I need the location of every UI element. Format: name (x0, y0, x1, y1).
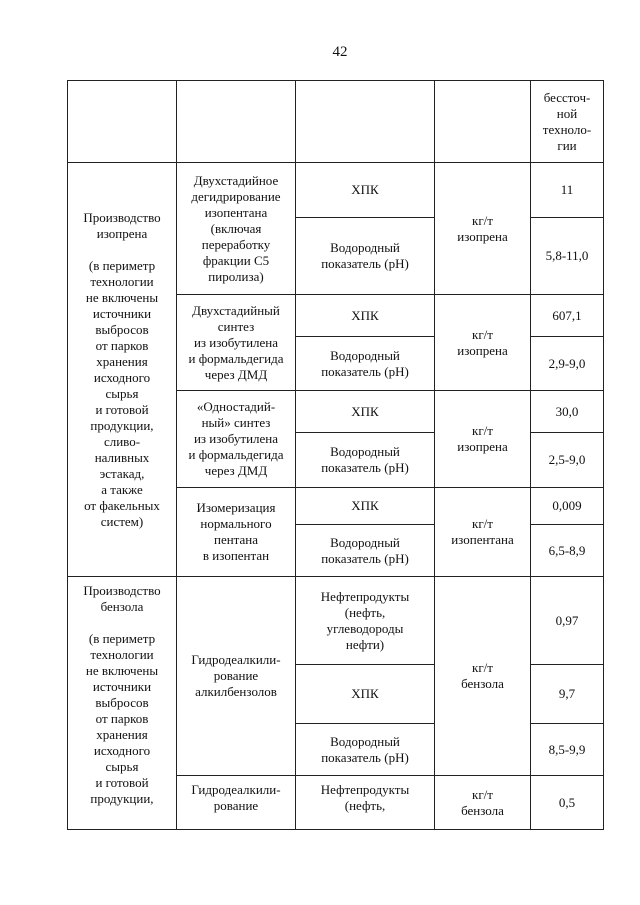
value-cell: 0,009 (531, 488, 604, 525)
indicator-cell: ХПК (296, 295, 435, 337)
page-number: 42 (332, 44, 348, 60)
indicator-cell: Водородный показатель (рН) (296, 525, 435, 577)
unit-cell: кг/т изопрена (435, 295, 531, 391)
value-cell: 0,5 (531, 776, 604, 830)
technology-cell: Изомеризация нормального пентана в изопентан (177, 488, 296, 577)
header-cell-indicator (296, 81, 435, 163)
indicator-cell: ХПК (296, 488, 435, 525)
value-cell: 8,5-9,9 (531, 724, 604, 776)
indicator-cell: Нефтепродукты (нефть, (296, 776, 435, 830)
indicator-cell: Водородный показатель (рН) (296, 218, 435, 295)
unit-cell: кг/т бензола (435, 776, 531, 830)
value-cell: 0,97 (531, 577, 604, 665)
indicator-cell: Водородный показатель (рН) (296, 433, 435, 488)
unit-cell: кг/т бензола (435, 577, 531, 776)
value-cell: 2,5-9,0 (531, 433, 604, 488)
value-cell: 2,9-9,0 (531, 337, 604, 391)
technology-cell: Двухстадийное дегидрирование изопентана (включая переработку фракции С5 пиролиза) (177, 163, 296, 295)
value-cell: 607,1 (531, 295, 604, 337)
indicator-cell: ХПК (296, 391, 435, 433)
emissions-table (67, 80, 604, 830)
value-cell: 30,0 (531, 391, 604, 433)
value-cell: 11 (531, 163, 604, 218)
unit-cell: кг/т изопентана (435, 488, 531, 577)
indicator-cell: Нефтепродукты (нефть, углеводороды нефти) (296, 577, 435, 665)
indicator-cell: ХПК (296, 665, 435, 724)
unit-cell: кг/т изопрена (435, 391, 531, 488)
value-cell: 9,7 (531, 665, 604, 724)
header-cell-production (68, 81, 177, 163)
production-cell: Производство бензола (в периметр технологии не включены источники выбросов от парков хранения исходного сырья и готовой продукции, (68, 577, 177, 830)
table-row (68, 163, 604, 218)
indicator-cell: Водородный показатель (рН) (296, 724, 435, 776)
table-row (68, 577, 604, 665)
value-cell: 6,5-8,9 (531, 525, 604, 577)
technology-cell: «Одностадий- ный» синтез из изобутилена и формальдегида через ДМД (177, 391, 296, 488)
indicator-cell: Водородный показатель (рН) (296, 337, 435, 391)
header-cell-technology (177, 81, 296, 163)
value-cell: 5,8-11,0 (531, 218, 604, 295)
unit-cell: кг/т изопрена (435, 163, 531, 295)
indicator-cell: ХПК (296, 163, 435, 218)
header-cell-value: бессточ- ной техноло- гии (531, 81, 604, 163)
technology-cell: Двухстадийный синтез из изобутилена и формальдегида через ДМД (177, 295, 296, 391)
production-cell: Производство изопрена (в периметр технологии не включены источники выбросов от парков хранения исходного сырья и готовой продукции, сливо- наливных эстакад, а также от факельных систем) (68, 163, 177, 577)
technology-cell: Гидродеалкили- рование (177, 776, 296, 830)
header-continuation-row (68, 81, 604, 163)
technology-cell: Гидродеалкили- рование алкилбензолов (177, 577, 296, 776)
header-cell-unit (435, 81, 531, 163)
